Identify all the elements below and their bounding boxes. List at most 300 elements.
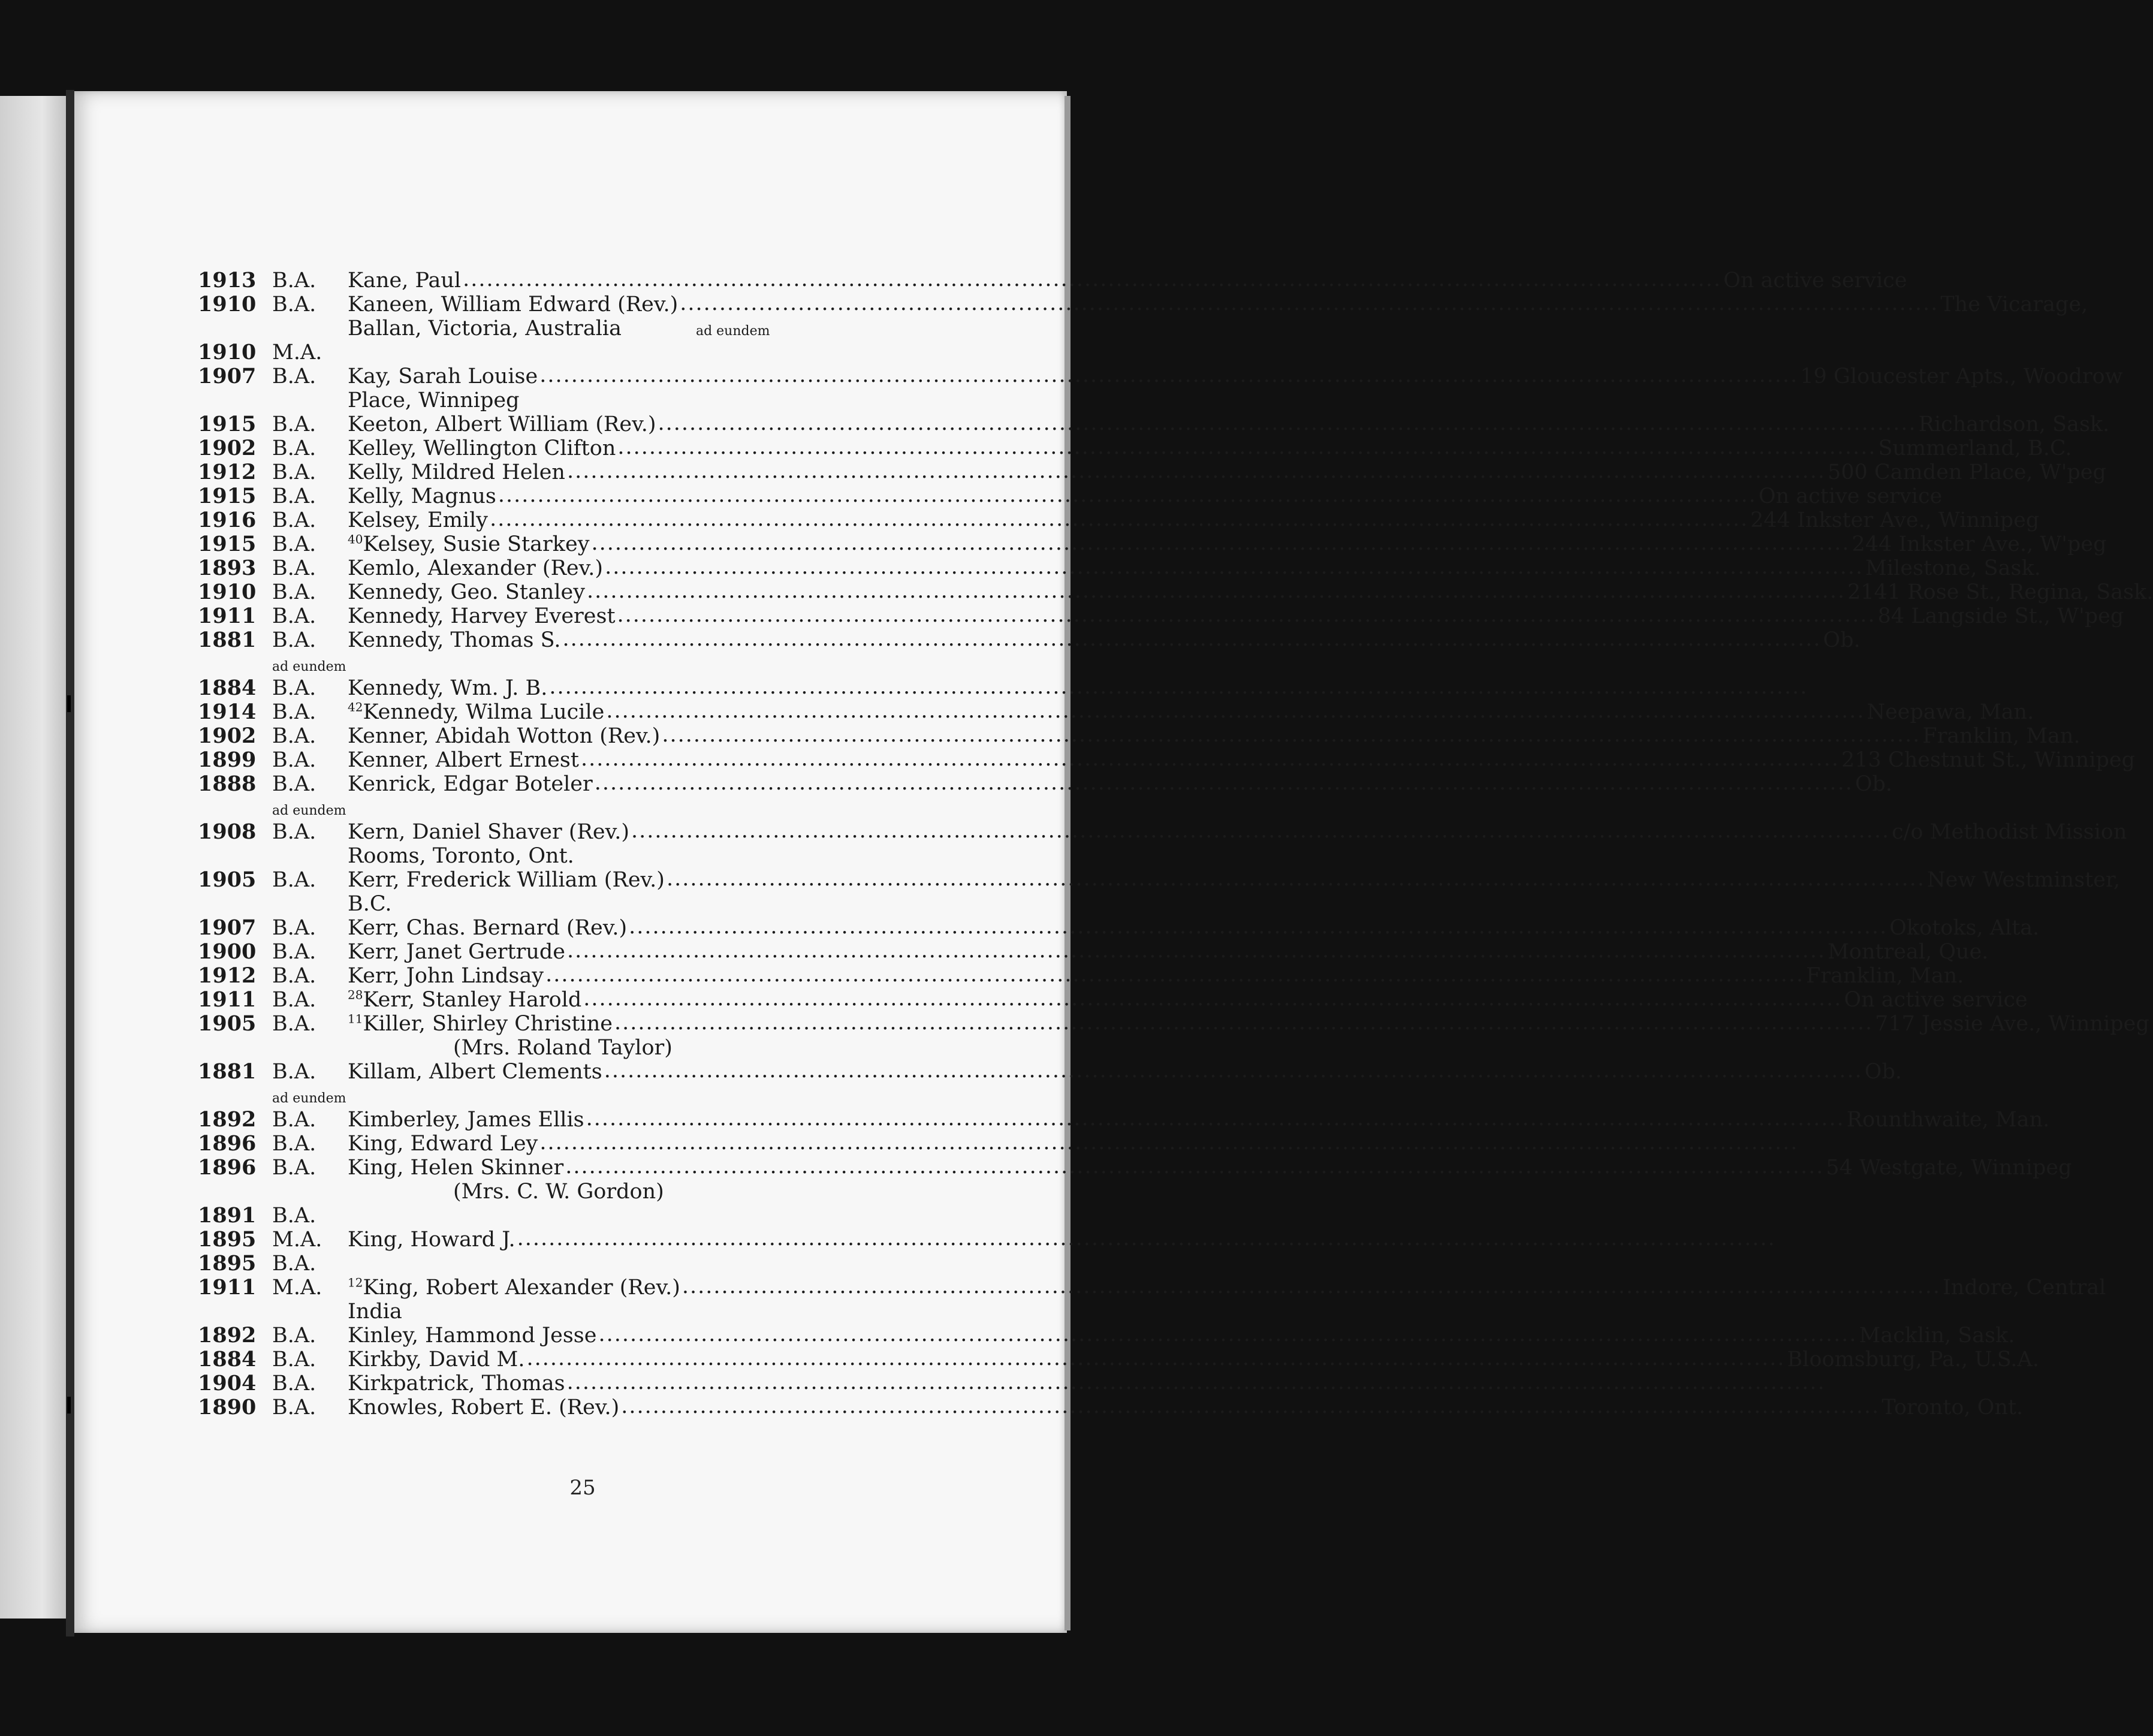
entry-row (198, 675, 1808, 700)
graduate-address: On active service (1758, 484, 1943, 508)
graduate-name (348, 580, 585, 604)
graduate-address: On active service (1844, 988, 2028, 1012)
spine-mark (67, 695, 71, 712)
graduation-year: 1893 (198, 556, 257, 580)
graduate-entry (198, 939, 1989, 964)
graduate-entry (198, 411, 2110, 436)
graduate-name (348, 724, 660, 748)
graduate-entry (198, 1322, 2015, 1348)
graduate-entry (198, 699, 2034, 724)
page-number: 25 (569, 1476, 596, 1500)
degree: B.A. (272, 1156, 316, 1180)
graduation-year: 1902 (198, 436, 257, 460)
entry-row (198, 1322, 2015, 1348)
entry-row (198, 699, 2034, 724)
graduate-address: 54 Westgate, Winnipeg (1826, 1156, 2072, 1180)
spine-mark (67, 1397, 71, 1413)
graduate-address: Ob. (1855, 772, 1893, 796)
graduate-entry (198, 1252, 917, 1276)
graduate-entry (198, 1370, 1826, 1396)
degree: B.A. (272, 1348, 316, 1372)
graduation-year: 1884 (198, 676, 257, 700)
footnote-ref: 12 (348, 1275, 363, 1290)
graduate-name-text: Kelly, Magnus (348, 484, 496, 508)
graduate-name-text: Kerr, Chas. Bernard (Rev.) (348, 916, 628, 940)
graduation-year: 1905 (198, 867, 257, 892)
graduate-entry (198, 531, 2107, 556)
leader-dots: ................................................................................................................................................................ (631, 819, 1890, 843)
leader-dots: ................................................................................................................................................................ (539, 363, 1799, 387)
graduate-entry (198, 627, 1860, 676)
graduation-year: 1892 (198, 1323, 257, 1348)
graduate-entry (198, 723, 2080, 748)
graduate-name (348, 604, 616, 628)
graduate-name (348, 988, 581, 1012)
degree: B.A. (272, 748, 316, 772)
graduate-name-text: Kane, Paul (348, 269, 462, 293)
degree: M.A. (272, 1276, 322, 1300)
entry-row (198, 627, 1860, 652)
graduation-year: 1891 (198, 1203, 257, 1228)
graduate-name-text: Kennedy, Thomas S. (348, 628, 561, 652)
leader-dots: ................................................................................................................................................................ (583, 987, 1843, 1011)
graduate-name (348, 820, 629, 844)
graduation-year: 1915 (198, 532, 257, 556)
graduate-entry (198, 579, 2153, 604)
entry-row (198, 340, 917, 364)
degree: B.A. (272, 556, 316, 580)
graduate-name (348, 916, 627, 940)
graduate-name (348, 556, 603, 580)
graduate-entry (198, 1226, 1776, 1252)
degree: B.A. (272, 772, 316, 796)
graduate-entry (198, 1059, 1902, 1108)
graduate-name (348, 1324, 596, 1348)
graduate-name (348, 1228, 515, 1252)
graduate-name (348, 700, 604, 724)
address-continued: B.C. (348, 892, 392, 916)
graduation-year: 1910 (198, 580, 257, 604)
graduate-name-text: Kerr, John Lindsay (348, 964, 544, 988)
graduate-address: Okotoks, Alta. (1889, 916, 2040, 940)
entry-row (198, 363, 2123, 388)
graduate-name-text: Kemlo, Alexander (Rev.) (348, 556, 604, 580)
leader-dots: ................................................................................................................................................................ (682, 1274, 1941, 1298)
graduation-year: 1892 (198, 1107, 257, 1132)
entry-row (198, 1011, 2149, 1036)
entry-row (198, 771, 1893, 796)
graduate-name-text: Killer, Shirley Christine (363, 1012, 613, 1036)
entry-row (198, 747, 2136, 772)
graduate-name-text: King, Helen Skinner (348, 1156, 564, 1180)
graduation-year: 1913 (198, 268, 257, 293)
graduate-name (348, 772, 593, 796)
graduate-address: New Westminster, (1927, 868, 2120, 892)
graduate-name (348, 364, 538, 388)
entry-row (198, 939, 1989, 964)
ad-eundem-note: ad eundem (272, 803, 346, 818)
entry-row (198, 963, 1964, 988)
ad-eundem-note: ad eundem (272, 1091, 346, 1106)
leader-dots: ................................................................................................................................................................ (567, 939, 1826, 963)
entry-row (198, 555, 2041, 580)
graduate-name-text: Kinley, Hammond Jesse (348, 1324, 597, 1348)
graduate-address: 2141 Rose St., Regina, Sask. (1847, 580, 2153, 604)
graduate-name-text: Kimberley, James Ellis (348, 1108, 584, 1132)
graduate-entry (198, 1204, 917, 1228)
graduation-year: 1899 (198, 748, 257, 772)
graduate-name (348, 628, 560, 652)
graduate-name (348, 964, 544, 988)
graduate-entry (198, 771, 1893, 820)
degree: B.A. (272, 508, 316, 532)
degree: B.A. (272, 364, 316, 388)
footnote-ref: 28 (348, 987, 363, 1002)
degree: M.A. (272, 340, 322, 364)
graduation-year: 1895 (198, 1251, 257, 1276)
graduate-name (348, 508, 488, 532)
entry-row (198, 1204, 917, 1228)
graduate-entry (198, 819, 2127, 868)
graduate-name (348, 460, 565, 484)
degree: B.A. (272, 964, 316, 988)
graduate-name-text: Kay, Sarah Louise (348, 364, 538, 388)
graduate-name (348, 1108, 584, 1132)
graduation-year: 1912 (198, 460, 257, 484)
graduate-address: 19 Gloucester Apts., Woodrow (1800, 364, 2123, 388)
graduate-address: Franklin, Man. (1806, 964, 1964, 988)
graduate-name-text: Keeton, Albert William (Rev.) (348, 412, 656, 436)
degree: M.A. (272, 1228, 322, 1252)
graduate-name-text: Kelsey, Emily (348, 508, 489, 532)
leader-dots: ................................................................................................................................................................ (629, 915, 1888, 939)
graduate-name-text: Kaneen, William Edward (Rev.) (348, 293, 679, 317)
graduation-year: 1888 (198, 771, 257, 796)
entry-row (198, 987, 2028, 1012)
entry-row (198, 411, 2110, 436)
degree: B.A. (272, 700, 316, 724)
graduation-year: 1895 (198, 1227, 257, 1252)
entry-row (198, 1252, 917, 1276)
leader-dots: ................................................................................................................................................................ (562, 627, 1822, 651)
entry-row (198, 867, 2120, 892)
entry-row (198, 1226, 1776, 1252)
graduation-year: 1884 (198, 1347, 257, 1372)
graduate-entry (198, 267, 1907, 293)
graduate-address: 84 Langside St., W'peg (1877, 604, 2124, 628)
graduation-year: 1896 (198, 1131, 257, 1156)
graduate-address: Toronto, Ont. (1881, 1396, 2024, 1419)
degree: B.A. (272, 724, 316, 748)
graduate-list (198, 267, 2153, 1419)
leader-dots: ................................................................................................................................................................ (463, 267, 1722, 291)
graduate-entry (198, 963, 1964, 988)
graduate-name (348, 269, 461, 293)
leader-dots: ................................................................................................................................................................ (539, 1131, 1799, 1155)
graduate-name (348, 940, 565, 964)
graduation-year: 1890 (198, 1395, 257, 1419)
graduate-entry (198, 1274, 2106, 1324)
graduate-address: Milestone, Sask. (1865, 556, 2041, 580)
graduate-name-text: Kenner, Albert Ernest (348, 748, 579, 772)
graduate-entry (198, 340, 917, 364)
entry-row (198, 459, 2106, 484)
degree: B.A. (272, 436, 316, 460)
degree: B.A. (272, 916, 316, 940)
entry-row (198, 1274, 2106, 1300)
degree: B.A. (272, 1108, 316, 1132)
graduate-name-text: King, Robert Alexander (Rev.) (363, 1276, 680, 1300)
graduate-entry (198, 435, 2072, 460)
entry-row (198, 819, 2127, 844)
graduate-name-text: Killam, Albert Clements (348, 1060, 602, 1084)
address-continued: Place, Winnipeg (348, 388, 520, 412)
graduate-name-text: Kerr, Frederick William (Rev.) (348, 868, 665, 892)
graduation-year: 1910 (198, 292, 257, 317)
address-continued: Ballan, Victoria, Australia (348, 317, 622, 340)
graduate-name-text: Kenner, Abidah Wotton (Rev.) (348, 724, 661, 748)
leader-dots: ................................................................................................................................................................ (497, 483, 1757, 507)
entry-row (198, 531, 2107, 556)
graduate-name (348, 676, 547, 700)
graduate-entry (198, 483, 1943, 508)
graduate-name (348, 1156, 563, 1180)
entry-row (198, 1155, 2072, 1180)
graduate-entry (198, 747, 2136, 772)
graduate-entry (198, 555, 2041, 580)
degree: B.A. (272, 460, 316, 484)
married-name: (Mrs. Roland Taylor) (453, 1036, 673, 1060)
graduation-year: 1914 (198, 700, 257, 724)
graduate-entry (198, 1011, 2149, 1060)
graduation-year: 1908 (198, 819, 257, 844)
degree: B.A. (272, 580, 316, 604)
leader-dots: ................................................................................................................................................................ (517, 1226, 1776, 1250)
degree: B.A. (272, 868, 316, 892)
graduate-name-text: Kenrick, Edgar Boteler (348, 772, 593, 796)
graduate-entry (198, 291, 2088, 340)
entry-row (198, 1107, 2050, 1132)
leader-dots: ................................................................................................................................................................ (658, 411, 1917, 435)
graduate-name (348, 293, 678, 317)
entry-row (198, 1131, 1799, 1156)
leader-dots: ................................................................................................................................................................ (605, 555, 1864, 579)
graduation-year: 1912 (198, 963, 257, 988)
graduation-year: 1911 (198, 987, 257, 1012)
graduate-address: 244 Inkster Ave., W'peg (1852, 532, 2107, 556)
entry-row (198, 291, 2088, 317)
graduate-address: Montreal, Que. (1828, 940, 1989, 964)
graduate-name (348, 1276, 680, 1300)
degree: B.A. (272, 269, 316, 293)
graduate-entry (198, 1107, 2050, 1132)
leader-dots: ................................................................................................................................................................ (566, 459, 1826, 483)
degree: B.A. (272, 676, 316, 700)
graduate-name (348, 436, 616, 460)
graduate-entry (198, 1346, 2039, 1372)
leader-dots: ................................................................................................................................................................ (621, 1394, 1880, 1418)
graduate-name-text: Kennedy, Wilma Lucile (363, 700, 605, 724)
footnote-ref: 11 (348, 1011, 363, 1026)
leader-dots: ................................................................................................................................................................ (617, 603, 1876, 627)
graduate-entry (198, 1131, 1799, 1156)
graduate-address: 213 Chestnut St., Winnipeg (1841, 748, 2136, 772)
graduate-address: Summerland, B.C. (1878, 436, 2072, 460)
graduation-year: 1911 (198, 1275, 257, 1300)
graduation-year: 1902 (198, 724, 257, 748)
address-continued: Rooms, Toronto, Ont. (348, 844, 574, 868)
leader-dots: ................................................................................................................................................................ (587, 579, 1846, 603)
graduate-address: 717 Jessie Ave., Winnipeg (1875, 1012, 2149, 1036)
graduate-name (348, 1372, 565, 1396)
graduate-name-text: King, Howard J. (348, 1228, 515, 1252)
footnote-ref: 42 (348, 700, 363, 715)
graduate-name-text: King, Edward Ley (348, 1132, 538, 1156)
leader-dots: ................................................................................................................................................................ (617, 435, 1877, 459)
graduate-entry (198, 459, 2106, 484)
graduate-name-text: Kirkby, David M. (348, 1348, 525, 1372)
graduate-name-text: Kennedy, Harvey Everest (348, 604, 616, 628)
graduate-name-text: Kirkpatrick, Thomas (348, 1372, 565, 1396)
graduate-entry (198, 675, 1808, 700)
degree: B.A. (272, 1324, 316, 1348)
leader-dots: ................................................................................................................................................................ (604, 1059, 1863, 1083)
leader-dots: ................................................................................................................................................................ (545, 963, 1805, 987)
leader-dots: ................................................................................................................................................................ (586, 1107, 1845, 1131)
graduate-entry (198, 603, 2124, 628)
ad-eundem-note: ad eundem (272, 659, 346, 674)
leader-dots: ................................................................................................................................................................ (591, 531, 1850, 555)
graduate-entry (198, 987, 2028, 1012)
leader-dots: ................................................................................................................................................................ (594, 771, 1853, 795)
entry-row (198, 603, 2124, 628)
degree: B.A. (272, 1204, 316, 1228)
graduate-address: 500 Camden Place, W'peg (1828, 460, 2106, 484)
graduation-year: 1896 (198, 1155, 257, 1180)
married-name: (Mrs. C. W. Gordon) (453, 1180, 664, 1204)
degree: B.A. (272, 1012, 316, 1036)
graduate-address: Bloomsburg, Pa., U.S.A. (1787, 1348, 2039, 1372)
graduation-year: 1907 (198, 364, 257, 388)
graduation-year: 1881 (198, 1059, 257, 1084)
entry-row (198, 483, 1943, 508)
degree: B.A. (272, 1252, 316, 1276)
leader-dots: ................................................................................................................................................................ (614, 1011, 1874, 1035)
graduate-name (348, 1132, 538, 1156)
ad-eundem-note: ad eundem (695, 324, 770, 339)
graduate-address: Indore, Central (1942, 1276, 2106, 1300)
degree: B.A. (272, 293, 316, 317)
degree: B.A. (272, 484, 316, 508)
graduate-address: Rounthwaite, Man. (1846, 1108, 2050, 1132)
entry-row (198, 1394, 2024, 1419)
degree: B.A. (272, 1372, 316, 1396)
graduation-year: 1900 (198, 939, 257, 964)
leader-dots: ................................................................................................................................................................ (662, 723, 1921, 747)
degree: B.A. (272, 1060, 316, 1084)
graduation-year: 1915 (198, 484, 257, 508)
graduation-year: 1915 (198, 412, 257, 436)
graduation-year: 1881 (198, 628, 257, 652)
graduate-name-text: Kennedy, Wm. J. B. (348, 676, 548, 700)
graduate-address: Macklin, Sask. (1859, 1324, 2015, 1348)
leader-dots: ................................................................................................................................................................ (566, 1370, 1826, 1394)
degree: B.A. (272, 604, 316, 628)
leader-dots: ................................................................................................................................................................ (680, 291, 1939, 315)
degree: B.A. (272, 628, 316, 652)
entry-row (198, 1059, 1902, 1084)
graduation-year: 1905 (198, 1011, 257, 1036)
graduation-year: 1907 (198, 915, 257, 940)
graduate-name-text: Kennedy, Geo. Stanley (348, 580, 586, 604)
degree: B.A. (272, 1132, 316, 1156)
graduate-name-text: Kerr, Stanley Harold (363, 988, 582, 1012)
graduate-address: On active service (1723, 269, 1907, 293)
entry-row (198, 1346, 2039, 1372)
entry-row (198, 723, 2080, 748)
degree: B.A. (272, 820, 316, 844)
graduate-name (348, 412, 656, 436)
graduate-address: The Vicarage, (1940, 293, 2088, 317)
graduate-name (348, 1348, 524, 1372)
leader-dots: ................................................................................................................................................................ (565, 1155, 1825, 1179)
graduate-address: Neepawa, Man. (1866, 700, 2034, 724)
entry-row (198, 267, 1907, 293)
entry-row (198, 915, 2040, 940)
graduate-address: Ob. (1823, 628, 1860, 652)
graduation-year: 1916 (198, 508, 257, 532)
entry-row (198, 435, 2072, 460)
entry-row (198, 507, 2040, 532)
graduate-name (348, 532, 589, 556)
degree: B.A. (272, 532, 316, 556)
address-continued: India (348, 1300, 402, 1324)
entry-row (198, 579, 2153, 604)
leader-dots: ................................................................................................................................................................ (666, 867, 1926, 891)
graduate-name (348, 1012, 613, 1036)
graduate-entry (198, 363, 2123, 412)
graduate-name (348, 1060, 602, 1084)
graduation-year: 1904 (198, 1371, 257, 1396)
graduate-address: Richardson, Sask. (1918, 412, 2110, 436)
graduation-year: 1910 (198, 340, 257, 364)
degree: B.A. (272, 1396, 316, 1419)
degree: B.A. (272, 940, 316, 964)
leader-dots: ................................................................................................................................................................ (549, 675, 1808, 699)
graduate-name-text: Knowles, Robert E. (Rev.) (348, 1396, 620, 1419)
graduate-address: c/o Methodist Mission (1892, 820, 2127, 844)
leader-dots: ................................................................................................................................................................ (598, 1322, 1858, 1346)
graduate-name (348, 868, 665, 892)
graduate-name (348, 748, 579, 772)
leader-dots: ................................................................................................................................................................ (580, 747, 1840, 771)
graduate-entry (198, 1394, 2024, 1419)
leader-dots: ................................................................................................................................................................ (606, 699, 1865, 723)
degree: B.A. (272, 412, 316, 436)
graduate-address: Franklin, Man. (1922, 724, 2080, 748)
leader-dots: ................................................................................................................................................................ (490, 507, 1749, 531)
graduate-name (348, 484, 496, 508)
degree: B.A. (272, 988, 316, 1012)
graduation-year: 1911 (198, 604, 257, 628)
entry-row (198, 1370, 1826, 1396)
graduate-entry (198, 1155, 2072, 1204)
graduate-name-text: Kelsey, Susie Starkey (363, 532, 590, 556)
graduate-name-text: Kelly, Mildred Helen (348, 460, 565, 484)
graduate-name-text: Kerr, Janet Gertrude (348, 940, 565, 964)
graduate-name-text: Kern, Daniel Shaver (Rev.) (348, 820, 629, 844)
graduate-name (348, 1396, 619, 1419)
